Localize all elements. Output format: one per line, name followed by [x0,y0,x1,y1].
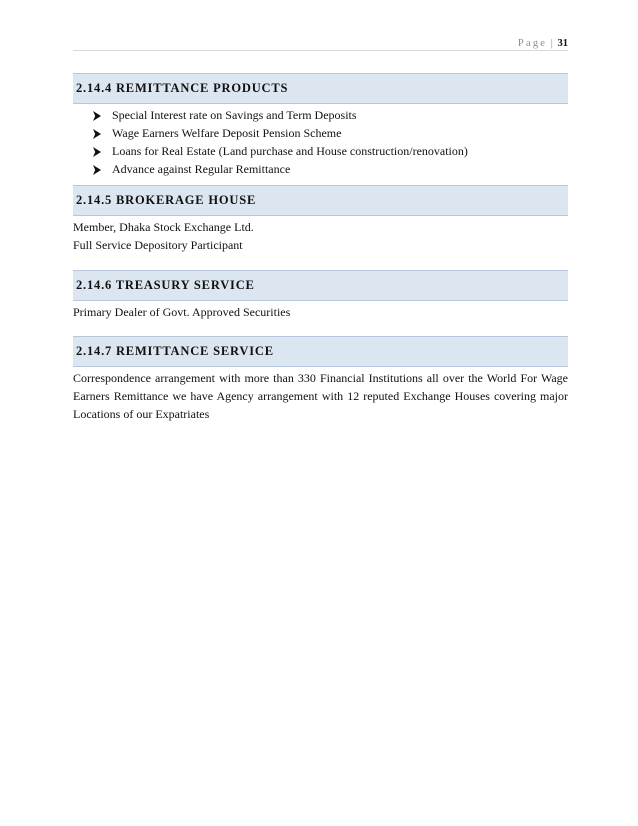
section-body [73,216,568,254]
section-remittance-service [73,336,568,423]
section-remittance-products [73,73,568,178]
bullet-list [73,104,568,178]
list-item [92,106,568,124]
section-brokerage-house [73,185,568,254]
list-item [92,160,568,178]
page-separator: | [550,38,553,49]
page-header [73,38,568,49]
arrow-bullet-icon [92,129,102,139]
page-number: 31 [557,38,568,49]
list-item [92,124,568,142]
page-label: Page [517,38,548,49]
arrow-bullet-icon [92,147,102,157]
header-rule [73,50,568,51]
section-heading: 2.14.7 REMITTANCE SERVICE [73,336,568,367]
body-line: Full Service Depository Participant [73,238,243,252]
section-treasury-service [73,270,568,321]
list-item-text: Special Interest rate on Savings and Term Deposits [112,108,357,122]
section-heading: 2.14.6 TREASURY SERVICE [73,270,568,301]
section-heading: 2.14.4 REMITTANCE PRODUCTS [73,73,568,104]
body-line: Member, Dhaka Stock Exchange Ltd. [73,220,254,234]
arrow-bullet-icon [92,111,102,121]
list-item [92,142,568,160]
list-item-text: Wage Earners Welfare Deposit Pension Scheme [112,126,342,140]
section-paragraph: Correspondence arrangement with more than 330 Financial Institutions all over the World For Wage Earners Remittance we have Agency arrangement with 12 reputed Exchange Houses covering major Locations of our Expatriates [73,371,568,421]
list-item-text: Advance against Regular Remittance [112,162,291,176]
arrow-bullet-icon [92,165,102,175]
list-item-text: Loans for Real Estate (Land purchase and House construction/renovation) [112,144,468,158]
body-line: Primary Dealer of Govt. Approved Securities [73,305,291,319]
section-body [73,301,568,321]
section-heading: 2.14.5 BROKERAGE HOUSE [73,185,568,216]
